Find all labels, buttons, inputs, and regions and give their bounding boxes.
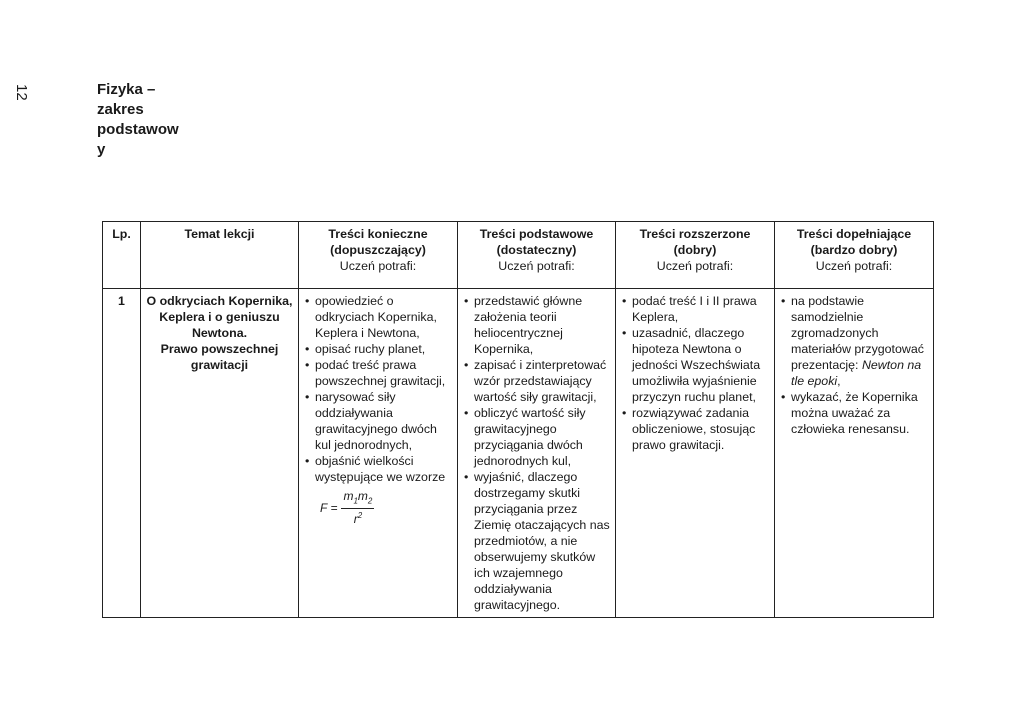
header-podstawowe: Treści podstawowe (dostateczny) Uczeń potrafi: xyxy=(458,222,616,289)
cell-konieczne xyxy=(299,289,458,618)
header-rozszerzone: Treści rozszerzone (dobry) Uczeń potrafi: xyxy=(616,222,775,289)
cell-rozszerzone xyxy=(616,289,775,618)
cell-podstawowe xyxy=(458,289,616,618)
header-topic: Temat lekcji xyxy=(141,222,299,289)
table-row xyxy=(103,289,934,618)
list-item: • wykazać, że Kopernika można uważać za człowieka renesansu. xyxy=(780,389,928,437)
page-number: 12 xyxy=(13,84,30,101)
list-item: • narysować siły oddziaływania grawitacyjnego dwóch kul jednorodnych, xyxy=(304,389,452,453)
table-header-row xyxy=(103,222,934,289)
row-number: 1 xyxy=(103,289,141,618)
list-item: • obliczyć wartość siły grawitacyjnego przyciągania dwóch jednorodnych kul, xyxy=(463,405,610,469)
list-item: • wyjaśnić, dlaczego dostrzegamy skutki przyciągania przez Ziemię otaczających nas przedmiotów, a nie obserwujemy skutków ich wzajemnego oddziaływania grawitacyjnego. xyxy=(463,469,610,613)
header-lp: Lp. xyxy=(103,222,141,289)
list-item: • na podstawie samodzielnie zgromadzonych materiałów przygotować prezentację: Newton na tle epoki, xyxy=(780,293,928,389)
list-item: • opowiedzieć o odkryciach Kopernika, Keplera i Newtona, xyxy=(304,293,452,341)
list-item: • uzasadnić, dlaczego hipoteza Newtona o jedności Wszechświata umożliwiła wyjaśnienie przyczyn ruchu planet, xyxy=(621,325,769,405)
gravity-formula: F = $\frac{m_1m_2}{r^2}$ xyxy=(320,489,373,527)
lesson-topic: O odkryciach Kopernika, Keplera i o geniuszu Newtona. Prawo powszechnej grawitacji xyxy=(141,289,299,618)
list-item: • objaśnić wielkości występujące we wzorze xyxy=(304,453,452,485)
list-item: • podać treść prawa powszechnej grawitacji, xyxy=(304,357,452,389)
list-item: • podać treść I i II prawa Keplera, xyxy=(621,293,769,325)
header-dopelniajace: Treści dopełniające (bardzo dobry) Uczeń potrafi: xyxy=(775,222,934,289)
list-item: • opisać ruchy planet, xyxy=(304,341,452,357)
list-item: • zapisać i zinterpretować wzór przedstawiający wartość siły grawitacji, xyxy=(463,357,610,405)
header-konieczne: Treści konieczne (dopuszczający) Uczeń potrafi: xyxy=(299,222,458,289)
list-item: • rozwiązywać zadania obliczeniowe, stosując prawo grawitacji. xyxy=(621,405,769,453)
list-item: • przedstawić główne założenia teorii heliocentrycznej Kopernika, xyxy=(463,293,610,357)
document-title: Fizyka – zakres podstawow y xyxy=(97,81,179,158)
curriculum-table xyxy=(102,221,934,618)
cell-dopelniajace xyxy=(775,289,934,618)
